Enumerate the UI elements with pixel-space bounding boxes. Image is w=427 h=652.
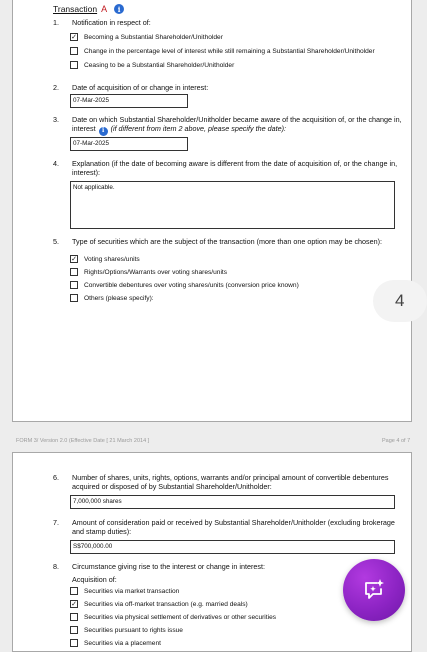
- question-4: [53, 159, 403, 177]
- question-3: [53, 115, 403, 136]
- option-off-market[interactable]: [70, 600, 248, 608]
- option-rights-options[interactable]: [70, 268, 227, 276]
- question-text: [72, 115, 403, 136]
- option-placement[interactable]: [70, 639, 161, 647]
- question-5: [53, 237, 403, 246]
- checkbox[interactable]: [70, 268, 78, 276]
- info-icon[interactable]: i: [114, 4, 124, 14]
- question-6: [53, 473, 403, 491]
- option-convertible-debentures[interactable]: [70, 281, 299, 289]
- checkbox[interactable]: ✓: [71, 33, 77, 41]
- option-label: Securities via physical settlement of derivatives or other securities: [84, 613, 277, 621]
- option-label: Rights/Options/Warrants over voting shares/units: [84, 268, 228, 276]
- option-label: Change in the percentage level of interest while still remaining a Substantial Shareholder/Unitholder: [84, 47, 375, 55]
- option-label: Becoming a Substantial Shareholder/Unitholder: [84, 33, 223, 41]
- question-number: 6.: [53, 473, 59, 482]
- question-2: [53, 83, 403, 92]
- ai-assistant-button[interactable]: [343, 559, 405, 621]
- option-label: Convertible debentures over voting shares/units (conversion price known): [84, 281, 299, 289]
- checkbox[interactable]: [70, 47, 78, 55]
- question-number: 5.: [53, 237, 59, 246]
- question-text-note: (if different from item 2 above, please specify the date):: [108, 124, 286, 133]
- question-text: Date of acquisition of or change in interest:: [72, 83, 209, 92]
- question-1: [53, 18, 403, 27]
- checkbox[interactable]: [70, 61, 78, 69]
- form-page-4: [12, 0, 412, 422]
- question-number: 3.: [53, 115, 59, 124]
- checkbox[interactable]: ✓: [71, 255, 77, 263]
- explanation-field[interactable]: Not applicable.: [70, 181, 395, 229]
- checkbox[interactable]: [70, 626, 78, 634]
- page-indicator: 4: [373, 280, 427, 322]
- question-text: Number of shares, units, rights, options, warrants and/or principal amount of convertible debentures acquired or disposed of by Substantial Shareholder/Unitholder:: [72, 473, 389, 491]
- question-number: 8.: [53, 562, 59, 571]
- question-text: Notification in respect of:: [72, 18, 151, 27]
- question-text: Circumstance giving rise to the interest or change in interest:: [72, 562, 265, 571]
- option-change-percentage[interactable]: [70, 47, 375, 55]
- option-ceasing[interactable]: [70, 61, 234, 69]
- form-version-footer: FORM 3/ Version 2.0 (Effective Date [ 21 March 2014 ]: [16, 438, 150, 444]
- question-text: Amount of consideration paid or received by Substantial Shareholder/Unitholder (excluding brokerage and stamp duties):: [72, 518, 395, 536]
- aware-date-field[interactable]: 07-Mar-2025: [70, 137, 188, 151]
- option-rights-issue[interactable]: [70, 626, 183, 634]
- question-number: 2.: [53, 83, 59, 92]
- option-label: Voting shares/units: [84, 255, 140, 263]
- option-label: Securities via off-market transaction (e.g. married deals): [84, 600, 248, 608]
- checkbox[interactable]: [70, 613, 78, 621]
- option-others[interactable]: [70, 294, 154, 302]
- section-heading: [53, 4, 124, 14]
- form-page-5: [12, 452, 412, 652]
- option-label: Ceasing to be a Substantial Shareholder/Unitholder: [84, 61, 235, 69]
- option-voting-shares[interactable]: [70, 255, 140, 263]
- question-text: Explanation (if the date of becoming aware is different from the date of acquisition of, or the change in, interest):: [72, 159, 398, 177]
- required-mark: A: [101, 4, 108, 14]
- checkbox[interactable]: ✓: [71, 600, 77, 608]
- question-number: 7.: [53, 518, 59, 527]
- section-title: Transaction: [53, 4, 98, 14]
- option-label: Securities pursuant to rights issue: [84, 626, 183, 634]
- question-number: 4.: [53, 159, 59, 168]
- question-text: Type of securities which are the subject of the transaction (more than one option may be chosen):: [72, 237, 383, 246]
- option-becoming-substantial[interactable]: [70, 33, 223, 41]
- checkbox[interactable]: [70, 639, 78, 647]
- acquisition-subheading: Acquisition of:: [72, 575, 117, 584]
- option-market-transaction[interactable]: [70, 587, 179, 595]
- option-label: Securities via a placement: [84, 639, 161, 647]
- question-number: 1.: [53, 18, 59, 27]
- checkbox[interactable]: [70, 281, 78, 289]
- ai-chat-sparkle-icon: [361, 577, 387, 603]
- page-number-footer: Page 4 of 7: [382, 438, 411, 444]
- option-label: Others (please specify):: [84, 294, 154, 302]
- option-label: Securities via market transaction: [84, 587, 180, 595]
- checkbox[interactable]: [70, 587, 78, 595]
- acquisition-date-field[interactable]: 07-Mar-2025: [70, 94, 188, 108]
- checkbox[interactable]: [70, 294, 78, 302]
- question-text-main: Date on which Substantial Shareholder/Unitholder became aware of the acquisition of, or the change in, interest: [72, 115, 402, 133]
- info-icon[interactable]: i: [99, 127, 108, 136]
- option-physical-settlement[interactable]: [70, 613, 276, 621]
- question-7: [53, 518, 403, 536]
- shares-amount-field[interactable]: 7,000,000 shares: [70, 495, 395, 509]
- consideration-field[interactable]: S$700,000.00: [70, 540, 395, 554]
